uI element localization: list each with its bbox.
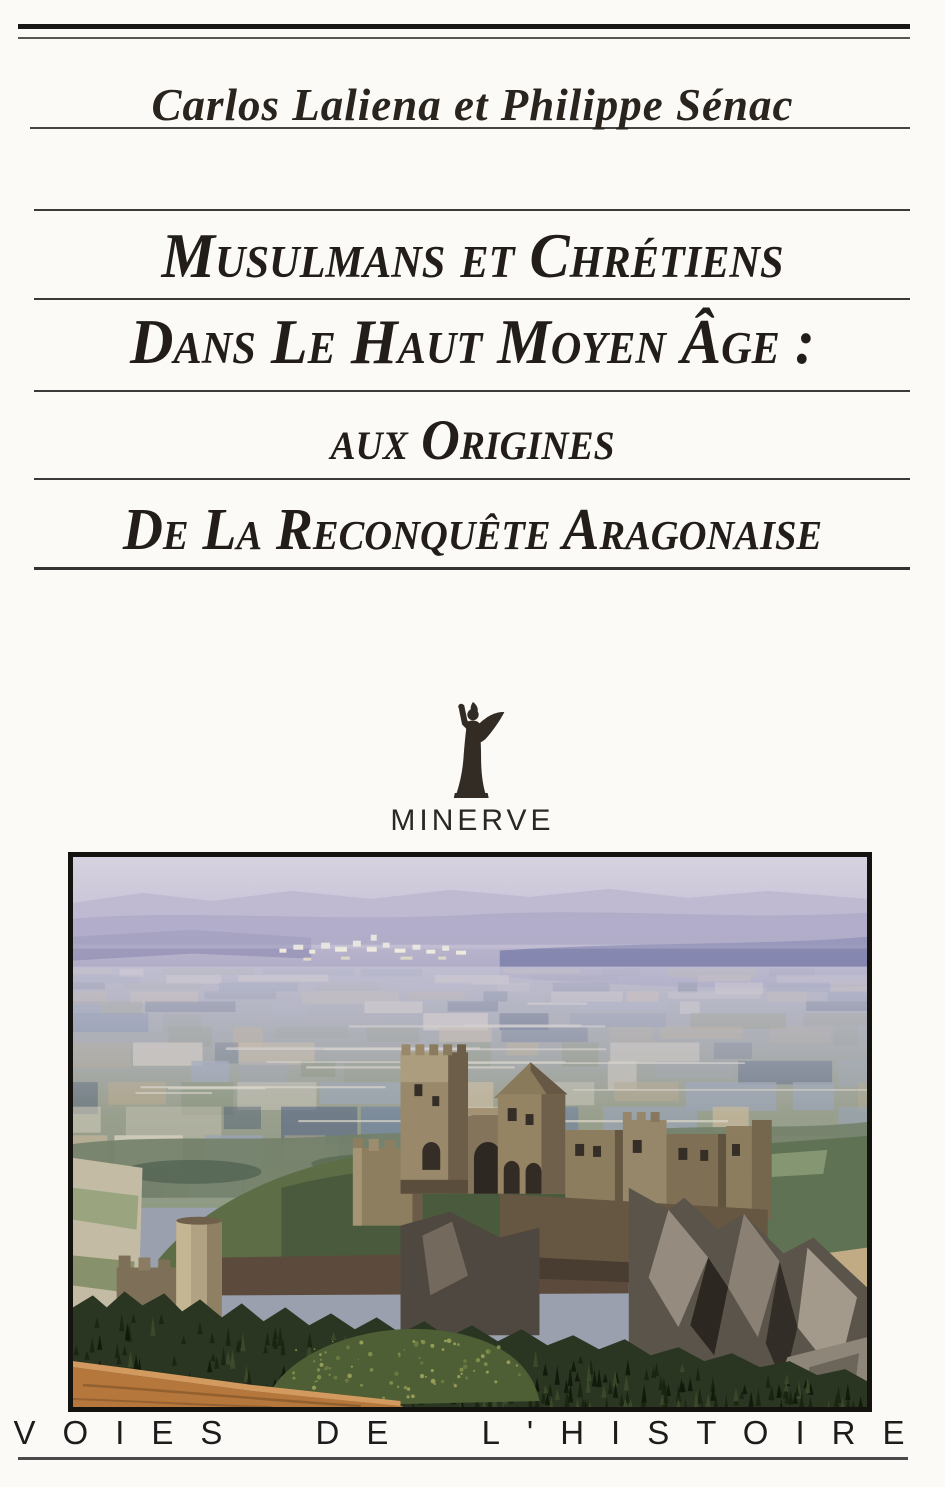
publisher-name: MINERVE (390, 804, 555, 837)
title-rule-3 (34, 390, 910, 392)
title-rule-4 (34, 478, 910, 480)
top-rule-thick (18, 24, 910, 29)
title-rule-2 (34, 298, 910, 300)
title-line-4: De La Reconquête Aragonaise (122, 496, 823, 562)
title-rule-1 (34, 209, 910, 211)
title-line-3: aux Origines (330, 409, 615, 472)
cover-photo-frame (68, 852, 872, 1412)
minerva-figure-icon (439, 701, 507, 799)
series-name: VOIES DE L'HISTOIRE (13, 1414, 932, 1451)
cover-photo (73, 857, 867, 1407)
title-rule-5 (34, 567, 910, 570)
author-line: Carlos Laliena et Philippe Sénac (151, 80, 794, 130)
title-line-1: Musulmans et Chrétiens (161, 220, 784, 291)
bottom-rule (18, 1457, 908, 1460)
top-rule-thin (18, 37, 910, 39)
title-line-2: Dans Le Haut Moyen Âge : (130, 306, 815, 377)
